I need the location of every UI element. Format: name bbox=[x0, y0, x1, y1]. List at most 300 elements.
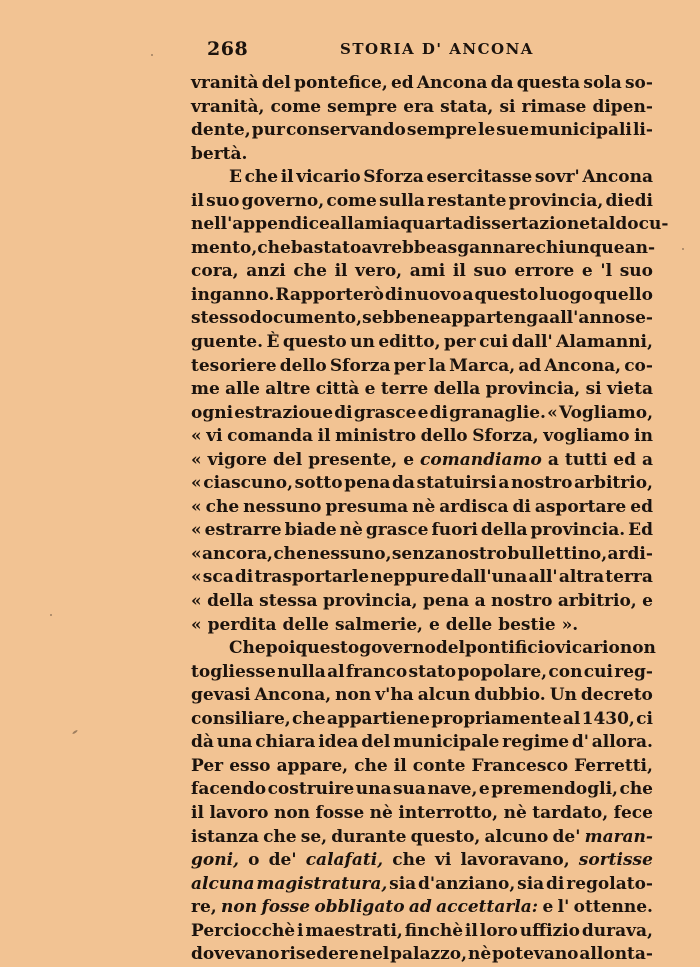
word: dall'una bbox=[450, 567, 528, 588]
word: il bbox=[191, 190, 204, 211]
text-line bbox=[191, 213, 669, 237]
text-line bbox=[191, 260, 653, 284]
word: editto, bbox=[378, 332, 441, 353]
word: all'anno bbox=[549, 308, 626, 329]
word: le bbox=[477, 120, 496, 141]
word: nave, bbox=[427, 779, 478, 800]
word: il bbox=[317, 426, 331, 447]
word: « bbox=[191, 567, 202, 588]
italic-word: accettarla: bbox=[436, 897, 539, 918]
word: nè bbox=[339, 520, 363, 541]
word: È bbox=[266, 332, 280, 353]
word: al bbox=[327, 661, 345, 682]
word: una bbox=[355, 779, 392, 800]
page-header bbox=[207, 38, 658, 64]
word: tal bbox=[590, 214, 616, 235]
word: fosse bbox=[315, 802, 365, 823]
word: che bbox=[257, 237, 291, 258]
word: cora, bbox=[191, 261, 239, 282]
word: cui bbox=[479, 332, 509, 353]
word: i bbox=[297, 920, 304, 941]
word: al bbox=[562, 708, 581, 729]
word: regime bbox=[502, 732, 570, 753]
text-line bbox=[191, 637, 656, 661]
word: errore bbox=[514, 261, 575, 282]
word: finchè bbox=[404, 920, 464, 941]
word: se- bbox=[625, 308, 653, 329]
word: non bbox=[619, 638, 656, 659]
word: conservando bbox=[285, 120, 406, 141]
word: an- bbox=[624, 237, 656, 258]
word: sotto bbox=[294, 473, 343, 494]
italic-word: comandiamo bbox=[420, 449, 542, 470]
word: tardato, bbox=[532, 802, 609, 823]
word: dello bbox=[420, 426, 468, 447]
word: regolato- bbox=[566, 873, 653, 894]
word: vi bbox=[434, 850, 452, 871]
italic-word: goni, bbox=[191, 850, 239, 871]
word: non bbox=[273, 802, 311, 823]
word: a bbox=[462, 284, 474, 305]
text-line bbox=[191, 826, 653, 850]
word: che bbox=[293, 261, 327, 282]
word: ad bbox=[518, 355, 542, 376]
word: Che bbox=[229, 638, 266, 659]
word: bullettino, bbox=[507, 543, 608, 564]
text-line bbox=[191, 355, 653, 379]
text-line bbox=[191, 166, 653, 190]
word: biade bbox=[284, 520, 337, 541]
word: decreto bbox=[580, 685, 653, 706]
word: ciascuno, bbox=[203, 473, 294, 494]
word: popolare, bbox=[457, 661, 548, 682]
word: nostro bbox=[491, 591, 553, 612]
word: sca bbox=[202, 567, 234, 588]
word: sebbene bbox=[362, 308, 441, 329]
running-head: STORIA D' ANCONA bbox=[340, 40, 534, 58]
word: restante bbox=[427, 190, 507, 211]
word: esercitasse bbox=[426, 167, 533, 188]
word: questo bbox=[474, 284, 539, 305]
word: dubbio. bbox=[474, 685, 546, 706]
word: nostro bbox=[445, 543, 508, 564]
word: delle bbox=[445, 614, 493, 635]
word: era bbox=[403, 96, 435, 117]
word: Sforza bbox=[363, 167, 424, 188]
word: vicario bbox=[296, 167, 361, 188]
word: « bbox=[547, 402, 558, 423]
text-line bbox=[191, 519, 653, 543]
word: facendo bbox=[191, 779, 267, 800]
word: ed bbox=[390, 73, 414, 93]
word: delle bbox=[282, 614, 329, 635]
word: reg- bbox=[614, 661, 653, 682]
word: a bbox=[474, 591, 486, 612]
word: togliesse bbox=[191, 661, 276, 682]
text-line bbox=[191, 661, 653, 685]
word: sola bbox=[583, 73, 622, 93]
word: per bbox=[443, 332, 476, 353]
word: di bbox=[334, 402, 353, 423]
word: si bbox=[499, 96, 516, 117]
word: a bbox=[641, 449, 653, 470]
word: terre bbox=[380, 379, 429, 400]
word: Per bbox=[191, 755, 224, 776]
word: sua bbox=[392, 779, 426, 800]
word: « bbox=[191, 591, 202, 612]
word: co- bbox=[624, 355, 653, 376]
word: sgannare bbox=[447, 237, 536, 258]
word: di bbox=[234, 567, 254, 588]
word: Un bbox=[549, 685, 577, 706]
word: altra bbox=[558, 567, 605, 588]
word: docu- bbox=[615, 214, 669, 235]
word: il bbox=[191, 802, 204, 823]
text-line bbox=[191, 708, 653, 732]
word: alle bbox=[225, 379, 260, 400]
word: ami bbox=[409, 261, 446, 282]
italic-word: alcuna bbox=[191, 873, 255, 894]
word: e bbox=[403, 449, 415, 470]
word: dello bbox=[279, 355, 327, 376]
word: li- bbox=[632, 120, 653, 141]
word: appare, bbox=[276, 755, 349, 776]
word: governo bbox=[359, 638, 436, 659]
word: alcun bbox=[417, 685, 471, 706]
word: fece bbox=[613, 802, 653, 823]
word: ogni bbox=[191, 402, 234, 423]
word: Ancona bbox=[416, 73, 488, 93]
word: con bbox=[548, 661, 583, 682]
word: fuori bbox=[431, 520, 478, 541]
word: salmerie, bbox=[334, 614, 423, 635]
word: in bbox=[634, 426, 653, 447]
word: suo bbox=[473, 261, 507, 282]
word: vi bbox=[206, 426, 223, 447]
word: trasportarle bbox=[254, 567, 370, 588]
page-speck bbox=[151, 54, 153, 56]
word: E bbox=[229, 167, 242, 188]
text-line bbox=[191, 896, 653, 920]
word: che bbox=[392, 850, 426, 871]
word: municipale bbox=[393, 732, 500, 753]
text-line bbox=[191, 496, 653, 520]
word: chiara bbox=[255, 732, 316, 753]
word: nessuno, bbox=[307, 543, 392, 564]
word: l' bbox=[557, 897, 570, 918]
word: per bbox=[393, 355, 426, 376]
text-line bbox=[191, 802, 653, 826]
word: estrazioue bbox=[234, 402, 334, 423]
word: che bbox=[292, 708, 326, 729]
word: che bbox=[273, 543, 307, 564]
word: un bbox=[350, 332, 375, 353]
word: gevasi bbox=[191, 685, 251, 706]
text-line bbox=[191, 237, 656, 261]
word: sulla bbox=[379, 190, 425, 211]
word: nè bbox=[369, 802, 393, 823]
text-line bbox=[191, 284, 653, 308]
word: municipali bbox=[530, 120, 632, 141]
page-speck bbox=[50, 614, 52, 616]
word: che bbox=[263, 826, 297, 847]
word: che bbox=[354, 755, 388, 776]
word: del bbox=[361, 732, 391, 753]
word: grasce bbox=[353, 402, 417, 423]
word: dovevano bbox=[191, 944, 280, 965]
word: provincia. bbox=[530, 520, 626, 541]
word: appartenga bbox=[440, 308, 550, 329]
word: d' bbox=[571, 732, 589, 753]
word: ed bbox=[630, 496, 653, 517]
word: propriamente bbox=[431, 708, 562, 729]
word: nuovo bbox=[404, 284, 462, 305]
word: terra bbox=[605, 567, 653, 588]
word: o bbox=[248, 850, 260, 871]
text-line bbox=[191, 731, 653, 755]
word: rimase bbox=[521, 96, 587, 117]
word: la bbox=[428, 355, 446, 376]
word: presuma bbox=[325, 496, 409, 517]
word: cui bbox=[583, 661, 613, 682]
word: lavoravano, bbox=[460, 850, 570, 871]
word: diedi bbox=[605, 190, 653, 211]
word: chiunque bbox=[535, 237, 625, 258]
word: e bbox=[428, 614, 440, 635]
word: città bbox=[315, 379, 360, 400]
word: 'l bbox=[600, 261, 613, 282]
word: allonta- bbox=[579, 944, 653, 965]
italic-word: ad bbox=[408, 897, 432, 918]
word: pontefice, bbox=[294, 73, 388, 93]
word: nostro bbox=[511, 473, 573, 494]
italic-word: calafati, bbox=[305, 850, 384, 871]
text-line bbox=[191, 143, 653, 167]
word: governo, bbox=[241, 190, 325, 211]
word: di bbox=[512, 496, 531, 517]
word: premendogli, bbox=[491, 779, 618, 800]
word: Sforza bbox=[329, 355, 391, 376]
word: istanza bbox=[191, 826, 259, 847]
word: sempre bbox=[327, 96, 398, 117]
word: sempre bbox=[406, 120, 477, 141]
word: una bbox=[216, 732, 253, 753]
italic-word: magistratura, bbox=[256, 873, 388, 894]
word: vranità, bbox=[191, 96, 265, 117]
word: da bbox=[392, 473, 415, 494]
word: statuirsi bbox=[416, 473, 497, 494]
word: Ancona, bbox=[254, 685, 332, 706]
text-line bbox=[191, 755, 653, 779]
word: Marca, bbox=[449, 355, 516, 376]
word: ancora, bbox=[201, 543, 273, 564]
word: bestie bbox=[498, 614, 556, 635]
word: grasce bbox=[365, 520, 429, 541]
text-line bbox=[191, 849, 653, 873]
word: esso bbox=[229, 755, 271, 776]
word: Sforza, bbox=[472, 426, 539, 447]
word: dissertazione bbox=[463, 214, 591, 235]
word: ardisca bbox=[439, 496, 509, 517]
word: nè bbox=[503, 802, 527, 823]
word: a bbox=[436, 237, 448, 258]
word: che bbox=[244, 167, 279, 188]
word: che bbox=[205, 496, 240, 517]
text-line bbox=[191, 943, 653, 967]
word: lavoro bbox=[209, 802, 269, 823]
word: uffizio bbox=[519, 920, 580, 941]
word: Vogliamo, bbox=[558, 402, 653, 423]
word: allora. bbox=[591, 732, 653, 753]
word: il bbox=[393, 755, 407, 776]
word: loro bbox=[479, 920, 518, 941]
word: Alamanni, bbox=[556, 332, 653, 353]
text-line bbox=[191, 402, 653, 426]
word: anzi bbox=[246, 261, 286, 282]
word: provincia, bbox=[485, 379, 581, 400]
word: senza bbox=[391, 543, 446, 564]
word: franco bbox=[345, 661, 408, 682]
word: vero, bbox=[355, 261, 403, 282]
word: appartiene bbox=[326, 708, 430, 729]
text-line bbox=[191, 449, 653, 473]
word: questa bbox=[516, 73, 581, 93]
word: avrebbe bbox=[361, 237, 437, 258]
word: di bbox=[546, 873, 565, 894]
word: stato bbox=[408, 661, 457, 682]
page-number: 268 bbox=[207, 38, 249, 60]
word: « bbox=[191, 614, 202, 635]
text-line bbox=[191, 190, 653, 214]
word: vogliamo bbox=[543, 426, 630, 447]
word: ci bbox=[636, 708, 653, 729]
word: mia bbox=[364, 214, 401, 235]
word: si bbox=[585, 379, 602, 400]
word: tutti bbox=[564, 449, 608, 470]
word: questo bbox=[295, 638, 360, 659]
word: « bbox=[191, 449, 202, 470]
word: v'ha bbox=[375, 685, 414, 706]
word: dall' bbox=[511, 332, 553, 353]
text-line bbox=[191, 590, 653, 614]
word: « bbox=[191, 473, 202, 494]
word: idea bbox=[318, 732, 359, 753]
word: vieta bbox=[606, 379, 653, 400]
word: non bbox=[335, 685, 372, 706]
word: suo bbox=[619, 261, 653, 282]
word: sia bbox=[517, 873, 545, 894]
word: del bbox=[261, 73, 291, 93]
word: interrotto, bbox=[398, 802, 499, 823]
word: comanda bbox=[227, 426, 314, 447]
word: a bbox=[547, 449, 559, 470]
text-line bbox=[191, 566, 653, 590]
word: inganno. bbox=[191, 284, 275, 305]
word: « bbox=[191, 496, 202, 517]
word: del bbox=[273, 449, 303, 470]
text-line bbox=[191, 778, 653, 802]
word: dipen- bbox=[592, 96, 653, 117]
word: de' bbox=[552, 826, 581, 847]
word: Francesco bbox=[471, 755, 569, 776]
word: Ancona bbox=[582, 167, 653, 188]
word: alla bbox=[329, 214, 365, 235]
word: « bbox=[191, 543, 202, 564]
word: arbitrio, bbox=[557, 591, 637, 612]
word: perdita bbox=[207, 614, 277, 635]
text-line bbox=[191, 873, 653, 897]
word: questo bbox=[282, 332, 347, 353]
word: conte bbox=[412, 755, 466, 776]
word: sue bbox=[496, 120, 530, 141]
word: me bbox=[191, 379, 220, 400]
word: asportare bbox=[534, 496, 627, 517]
word: da bbox=[490, 73, 514, 93]
word: nel bbox=[359, 944, 390, 965]
text-line bbox=[191, 378, 653, 402]
word: sovr' bbox=[534, 167, 580, 188]
page-speck bbox=[682, 248, 684, 250]
word: e bbox=[364, 379, 376, 400]
word: « bbox=[191, 426, 202, 447]
word: mento, bbox=[191, 237, 258, 258]
text-line bbox=[191, 543, 653, 567]
body-text bbox=[191, 72, 669, 967]
word: e bbox=[542, 897, 554, 918]
italic-word: non bbox=[221, 897, 258, 918]
word: Ferretti, bbox=[574, 755, 653, 776]
word: provincia, bbox=[322, 591, 418, 612]
text-line bbox=[191, 472, 653, 496]
word: che bbox=[619, 779, 653, 800]
word: ardi- bbox=[607, 543, 653, 564]
word: « bbox=[191, 520, 202, 541]
word: pena bbox=[423, 591, 470, 612]
word: nessuno bbox=[243, 496, 322, 517]
word: di bbox=[384, 284, 404, 305]
word: il bbox=[464, 920, 478, 941]
word: il bbox=[280, 167, 294, 188]
word: come bbox=[326, 190, 377, 211]
word: altre bbox=[265, 379, 311, 400]
word: 1430, bbox=[581, 708, 635, 729]
page-speck bbox=[72, 729, 78, 734]
word: vigore bbox=[207, 449, 267, 470]
word: d'anziano, bbox=[418, 873, 516, 894]
word: stata, bbox=[440, 96, 494, 117]
word: stessa bbox=[259, 591, 318, 612]
text-line bbox=[191, 307, 653, 331]
italic-word: maran- bbox=[584, 826, 653, 847]
text-line bbox=[191, 425, 653, 449]
word: ed bbox=[613, 449, 636, 470]
word: come bbox=[270, 96, 322, 117]
word: all' bbox=[528, 567, 558, 588]
word: granaglie. bbox=[449, 402, 546, 423]
word: nè bbox=[467, 944, 492, 965]
word: guente. bbox=[191, 332, 264, 353]
word: costruire bbox=[267, 779, 355, 800]
word: ottenne. bbox=[573, 897, 653, 918]
word: del bbox=[435, 638, 465, 659]
word: e bbox=[478, 779, 490, 800]
word: questo, bbox=[410, 826, 481, 847]
word: poi bbox=[265, 638, 296, 659]
word: dente, bbox=[191, 120, 251, 141]
text-line bbox=[191, 119, 653, 143]
text-line bbox=[191, 72, 653, 96]
word: estrarre bbox=[204, 520, 282, 541]
